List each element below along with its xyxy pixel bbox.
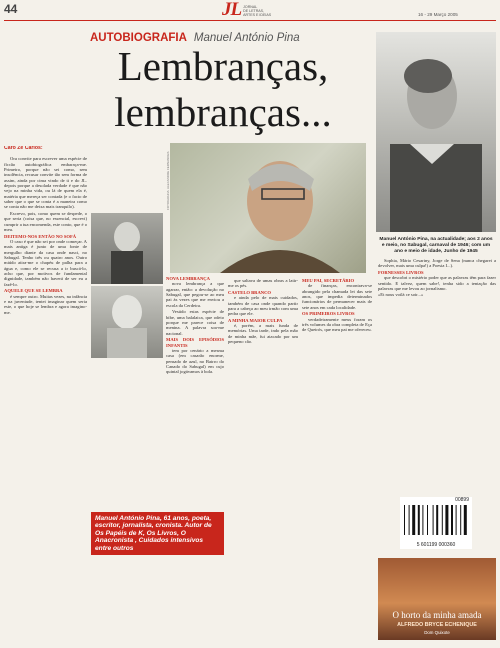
subheading: DEITEMO-NOS ENTÃO NO SOFÁ (4, 233, 77, 239)
barcode-bar (418, 505, 420, 535)
main-portrait-illustration (170, 143, 366, 273)
barcode-bar (451, 505, 453, 535)
photo-child-toddler (91, 286, 163, 358)
subheading: FORNESSES LIVROS (378, 269, 424, 275)
barcode-bar (404, 505, 405, 535)
body-paragraph: nova lembrança a que agarrar, então: a devolução no Sabugal, que pegou-se ao meu pai às vezes que me enviou a escola da Cerdeira. (166, 281, 224, 308)
ad-publisher: Dom Quixote (424, 630, 450, 635)
pull-label: NOVA LEMBRANÇA (166, 276, 210, 281)
barcode-bar (427, 505, 428, 535)
book-ad[interactable] (378, 558, 496, 640)
page-number: 44 (4, 2, 18, 16)
greeting: Caro Zé Carlos: (4, 146, 43, 151)
header-rule (4, 20, 496, 21)
photo-credit: FOTOGRAFIA: ALEXANDRE FERNANDES (166, 151, 170, 210)
subheading: CASTELO BRANCO (228, 289, 272, 295)
signoff: «Et nous voilà ce soir...» (378, 292, 424, 298)
barcode-bar (409, 505, 410, 535)
barcode-digits: 5 601199 000360 (416, 542, 456, 548)
subheading: OS PRIMEIROS LIVROS (302, 311, 355, 317)
barcode-bar (433, 505, 434, 535)
subheading: MAIS DOIS EPISÓDIOS INFANTIS (166, 337, 224, 348)
column-mid (166, 276, 224, 516)
barcode-bar (464, 505, 467, 535)
column-1 (4, 146, 87, 636)
subheading: AQUELE QUE SE LEMBRA (4, 288, 63, 294)
author-name: Manuel António Pina (193, 32, 300, 44)
headline-line-2: lembranças... (114, 89, 332, 135)
body-paragraph: que saltava de umas obras a latir-me os pés. (228, 278, 298, 289)
issue-date: 16 - 29 Março 2005 (418, 12, 458, 17)
barcode-bar (460, 505, 461, 535)
photo-main-portrait (170, 143, 366, 273)
logo-line-1: JORNAL (243, 5, 258, 10)
body-paragraph: que descobri o mistério poder que as palavras têm para fazer sentido. E talvez, quem sabe!, tenha sido a tentação das palavras que me levou ao jornalismo. (378, 275, 496, 291)
body-paragraph: é, porém, a mais funda de memórias. Uma tarde, indo pela mão de minha mãe, fui atacado por um pequeno cão. (228, 323, 298, 345)
body-paragraph: Sophia, Mário Cesariny, Jorge de Sena (nunca chegarei a devolver, mais uma culpa!) a Poesia I...). (378, 258, 496, 269)
headline (86, 43, 360, 135)
barcode-bar (456, 505, 457, 535)
portrait-illustration (376, 32, 496, 232)
body-paragraph: Ora convite para escrever uma espécie de fíccão autobiográfica embaraça-me. Primeiro, porque não sei como, sem insolência, recusar convite tão sem forma de assim, ainda por cima vindo de ti e do JL. depois porque a desolada verdade é que não vejo na minha vida, ou lá de quem ela é, matéria que mereça ser contada (e o facto de saber que o que se conta é a maneira como se conta não me deixa mais tranquilo). (4, 156, 87, 210)
body-paragraph: tem por cenário a mesma casa (em casarão enorme, pensado de azul, no Bairro do Canado do Sabugal) em cujo quintal jogávamos à bola. (166, 347, 224, 375)
photo-child-carnival (91, 213, 163, 284)
subheading: MEU PAI, SECRETÁRIO (302, 278, 355, 283)
body-paragraph: é sempre outro. Muitas vezes, na infância e na juventude, tentei imaginar quem seria este, o que hoje se lembra e agora imagino-me. (4, 293, 87, 315)
barcode (400, 497, 472, 549)
photo-caption: Manuel António Pina, na actualidade; aos 2 anos e meio, no Sabugal, carnaval de 1946; com um ano e meio de idade, Junho de 1945 (379, 237, 493, 254)
body-paragraph: O caso é que não sei por onde começar. A mais antiga é junto de uma fonte de mergulho diante da casa onde nasci, no Sabugal. Tenho três ou quatro anos. Outro miúdo atira-me o chapéu de palha para a água e, como ele se recusa a ir buscá-lo, acho que, por motivos de fundamental dignidade, também não haverá de ser eu a fazê-lo. (4, 238, 87, 287)
barcode-bar (442, 505, 443, 535)
author-caption-box (91, 512, 224, 555)
column-3 (228, 278, 298, 636)
column-4 (302, 278, 372, 636)
section-label: AUTOBIOGRAFIA (90, 32, 187, 44)
headline-line-1: Lembranças, (117, 43, 329, 89)
photo-young-portrait (376, 32, 496, 232)
barcode-bars (400, 503, 472, 539)
body-paragraph: Escrevo, pois, como quem se despede, o que seria (coisa que, no essencial, escrevi) cumprir a tua encomenda, este conto, que é o meu. (4, 210, 87, 232)
barcode-bar (422, 505, 423, 535)
body-paragraph: Vestido estas espécie de bibe, uma balalaica, que odeio porque me parece coisa de menina. A palavra soa-me nacional. (166, 309, 224, 336)
logo-line-2: DE LETRAS, (243, 9, 265, 14)
logo (222, 1, 271, 18)
subheading: A MINHA MAIOR CULPA (228, 317, 283, 323)
column-5 (378, 258, 496, 434)
author-caption-text: Manuel António Pina, 61 anos, poeta, escritor, jornalista, cronista. Autor de Os Papéis de K, Os Livros, O Anacronista , Cuidados intensivos entre outros (95, 515, 212, 552)
body-paragraph: de finanças, encontrava-se abrangido pela chamada lei das sete anos, que impedia determinados funcionários de permanecer mais de sete anos em cada localidade. (302, 283, 372, 310)
barcode-top-number: 00899 (455, 497, 469, 503)
ad-book-title: O horto da minha amada (392, 610, 482, 620)
barcode-bar (436, 505, 438, 535)
body-paragraph: e ainda pelo de mais cuidados, também de casa onde quando partir para a cabeça ao meu irmão com uma pedra que ele. (228, 295, 298, 317)
logo-letters: JL (222, 0, 242, 20)
body-paragraph: verdadeiramente meus foram os três volumes da obra completa de Eça de Queirós, que meu pai me ofereceu. (302, 316, 372, 333)
barcode-bar (445, 505, 448, 535)
ad-book-author: ALFREDO BRYCE ECHENIQUE (397, 622, 477, 628)
barcode-bar (412, 505, 415, 535)
logo-line-3: ARTES E IDEIAS (243, 13, 272, 18)
